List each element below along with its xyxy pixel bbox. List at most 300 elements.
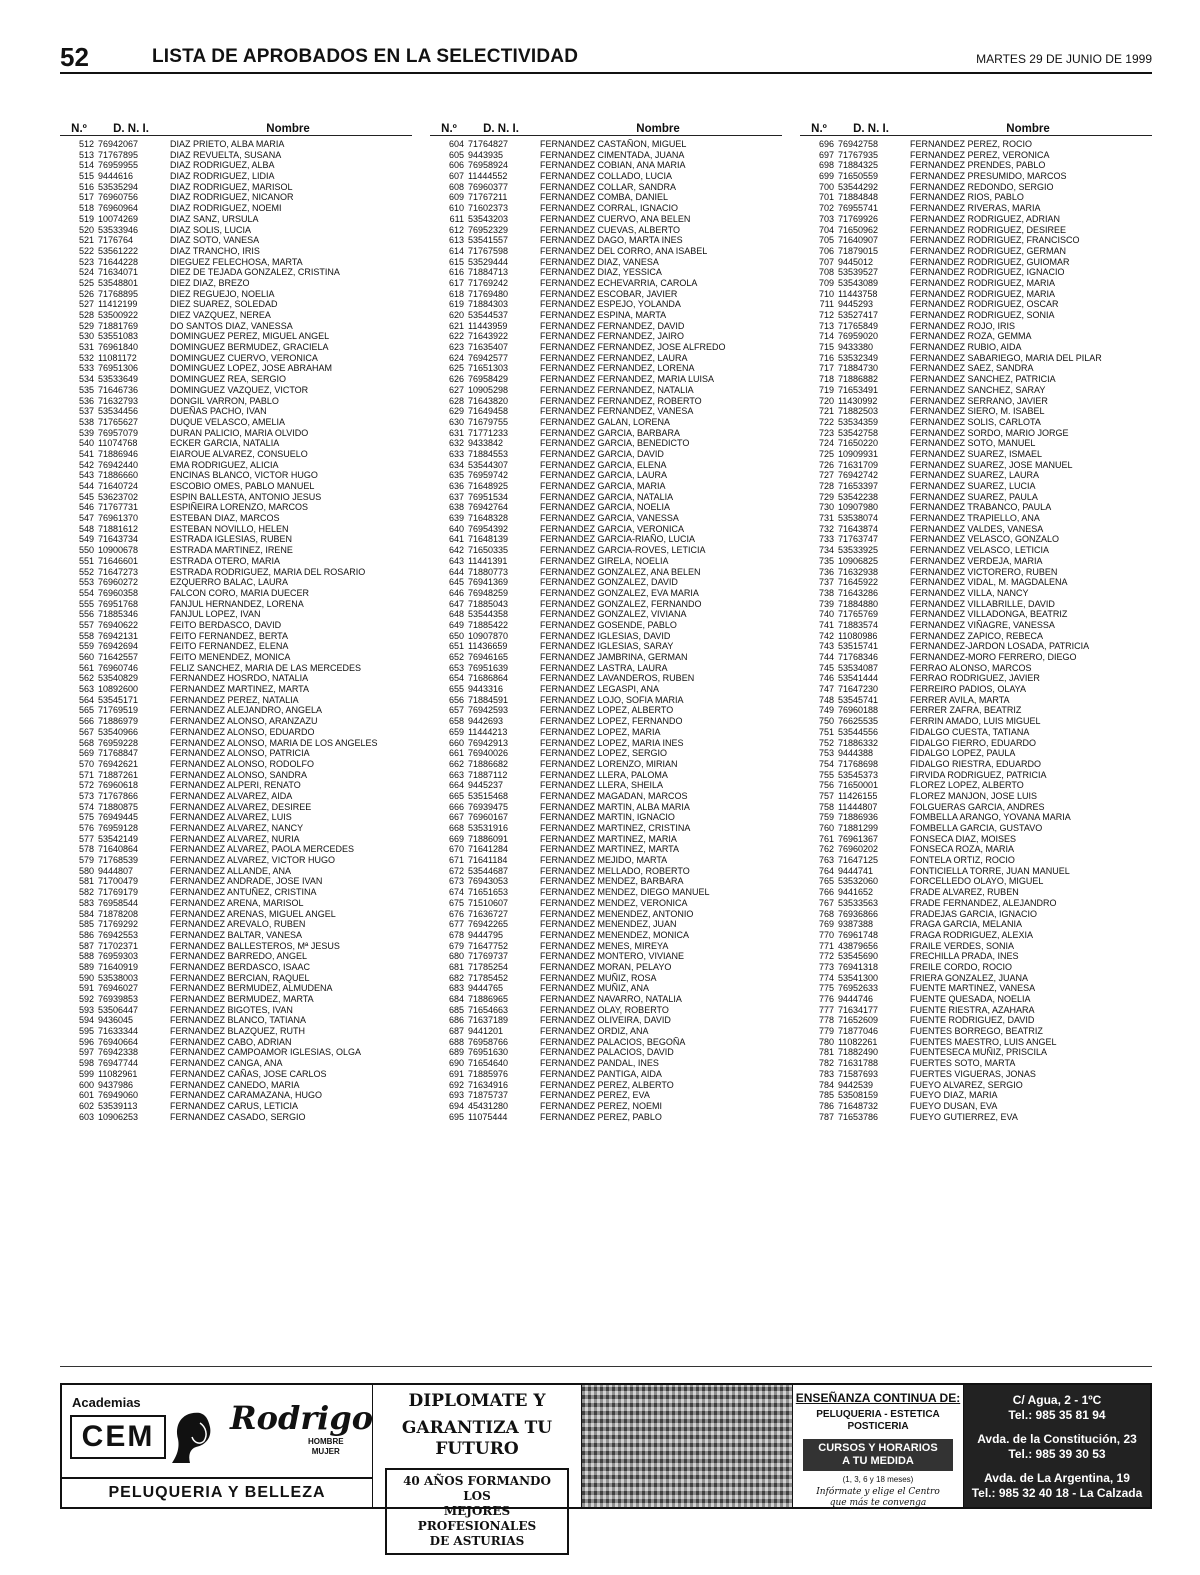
entry-dni: 71765769: [838, 609, 879, 620]
entry-dni: 71686864: [468, 673, 509, 684]
entry-name: FERNANDEZ PEREZ, NOEMI: [540, 1100, 663, 1111]
entry-number: 629: [448, 406, 464, 417]
entry-name: FERNANDEZ MENDEZ, DIEGO MANUEL: [540, 887, 710, 898]
entry-dni: 71767866: [98, 790, 139, 801]
entry-dni: 53561222: [98, 245, 139, 256]
entry-number: 543: [78, 470, 94, 481]
entry-dni: 71768346: [838, 652, 879, 662]
entry-number: 547: [78, 513, 94, 524]
entry-name: FERNANDEZ LOPEZ, MARIA INES: [540, 737, 684, 748]
entry-name: FERNANDEZ SIERO, M. ISABEL: [910, 406, 1045, 417]
entry-number: 566: [78, 716, 94, 727]
entry-dni: 76959303: [98, 951, 139, 962]
entry-dni: 76942265: [468, 919, 509, 930]
entry-name: FONTICIELLA TORRE, JUAN MANUEL: [910, 865, 1070, 876]
entry-number: 752: [818, 737, 834, 748]
entry-name: EZQUERRO BALAC, LAURA: [170, 577, 289, 588]
entry-name: FERNANDEZ GONZALEZ, FERNANDO: [540, 598, 702, 609]
entry-number: 553: [78, 577, 94, 588]
entry-name: ENCINAS BLANCO, VICTOR HUGO: [170, 470, 318, 481]
entry-number: 689: [448, 1047, 464, 1058]
table-row: [800, 951, 1152, 962]
table-row: [800, 214, 1152, 225]
entry-number: 690: [448, 1058, 464, 1069]
table-row: [800, 246, 1152, 257]
entry-number: 539: [78, 427, 94, 438]
entry-number: 641: [448, 534, 464, 545]
entry-name: FERNANDEZ VELASCO, GONZALO: [910, 534, 1060, 545]
entry-name: FERNANDEZ LAVANDEROS, RUBEN: [540, 673, 695, 684]
entry-dni: 71643922: [468, 331, 509, 342]
table-row: [430, 438, 782, 449]
entry-dni: 71634916: [468, 1079, 509, 1090]
entry-number: 717: [818, 363, 834, 374]
entry-number: 562: [78, 673, 94, 684]
entry-dni: 76952633: [838, 983, 879, 994]
header-name: Nombre: [1006, 123, 1050, 135]
entry-name: FEITO FERNANDEZ, ELENA: [170, 641, 289, 652]
entry-dni: 53527417: [838, 310, 879, 320]
entry-dni: 71768895: [98, 288, 139, 299]
entry-name: FERNANDEZ PALACIOS, DAVID: [540, 1047, 674, 1058]
table-row: [60, 812, 412, 823]
entry-number: 786: [818, 1100, 834, 1111]
entry-number: 700: [818, 181, 834, 192]
entry-number: 545: [78, 491, 94, 502]
entry-number: 742: [818, 630, 834, 641]
table-row: [430, 406, 782, 417]
table-row: [430, 983, 782, 994]
entry-dni: 53538003: [98, 972, 139, 983]
entry-name: ESPIÑEIRA LORENZO, MARCOS: [170, 502, 309, 513]
entry-number: 760: [818, 823, 834, 833]
table-row: [60, 738, 412, 749]
entry-dni: 71649458: [468, 406, 509, 417]
entry-number: 572: [78, 780, 94, 791]
entry-name: FERNANDEZ FERNANDEZ, JAIRO: [540, 331, 685, 342]
entry-name: FIDALGO LOPEZ, PAULA: [910, 748, 1016, 759]
table-row: [800, 342, 1152, 353]
entry-number: 638: [448, 502, 464, 513]
table-row: [430, 705, 782, 716]
entry-number: 610: [448, 203, 464, 214]
table-row: [60, 321, 412, 332]
entry-number: 728: [818, 481, 834, 491]
entry-name: DIAZ SOLIS, LUCIA: [170, 224, 252, 235]
entry-number: 592: [78, 994, 94, 1004]
table-row: [800, 192, 1152, 203]
entry-name: FERNANDEZ ZAPICO, REBECA: [910, 630, 1044, 641]
ad-cursos-line2: A TU MEDIDA: [842, 1455, 914, 1467]
entry-dni: 76959228: [98, 737, 139, 748]
entry-dni: 71650335: [468, 545, 509, 556]
entry-name: FERNANDEZ GONZALEZ, DAVID: [540, 577, 678, 588]
entry-dni: 53540829: [98, 673, 139, 684]
entry-number: 704: [818, 224, 834, 235]
entry-number: 615: [448, 256, 464, 267]
entry-dni: 53541444: [838, 673, 879, 684]
table-row: [800, 748, 1152, 759]
entry-name: FERNANDEZ PRENDES, PABLO: [910, 160, 1046, 171]
entry-dni: 71631709: [838, 459, 879, 470]
entry-dni: 76946027: [98, 983, 139, 994]
entry-number: 729: [818, 491, 834, 502]
table-row: [60, 225, 412, 236]
table-row: [800, 919, 1152, 930]
entry-name: FERRAO RODRIGUEZ, JAVIER: [910, 673, 1040, 684]
table-row: [60, 673, 412, 684]
entry-name: FERNANDEZ SABARIEGO, MARIA DEL PILAR: [910, 352, 1102, 363]
entry-number: 721: [818, 406, 834, 417]
entry-number: 596: [78, 1036, 94, 1047]
ad-ensenanza-title: ENSEÑANZA CONTINUA DE:: [795, 1391, 961, 1405]
entry-name: FERNANDEZ LOPEZ, ALBERTO: [540, 705, 674, 716]
entry-number: 751: [818, 726, 834, 737]
entry-name: FANJUL HERNANDEZ, LORENA: [170, 598, 304, 609]
entry-number: 620: [448, 310, 464, 320]
entry-number: 649: [448, 619, 464, 630]
entry-dni: 76942913: [468, 737, 509, 748]
entry-dni: 53544358: [468, 609, 509, 620]
entry-number: 538: [78, 416, 94, 427]
ad-addresses: [964, 1385, 1150, 1507]
entry-dni: 71886979: [98, 716, 139, 727]
entry-dni: 76959020: [838, 331, 879, 342]
entry-dni: 76961840: [98, 342, 139, 353]
entry-name: FERNANDEZ ALEJANDRO, ANGELA: [170, 705, 323, 716]
entry-dni: 53540966: [98, 726, 139, 737]
table-row: [430, 844, 782, 855]
entry-name: FERNANDEZ CANGA, ANA: [170, 1058, 283, 1069]
entry-number: 659: [448, 726, 464, 737]
entry-name: FERNANDEZ GONZALEZ, ANA BELEN: [540, 566, 701, 577]
table-row: [430, 481, 782, 492]
entry-dni: 71875737: [468, 1090, 509, 1101]
entry-dni: 53545373: [838, 769, 879, 780]
entry-number: 695: [448, 1111, 464, 1122]
table-row: [430, 759, 782, 770]
table-row: [430, 1026, 782, 1037]
table-row: [60, 524, 412, 535]
entry-dni: 76951639: [468, 662, 509, 673]
table-row: [430, 363, 782, 374]
entry-number: 733: [818, 534, 834, 545]
entry-dni: 53506447: [98, 1004, 139, 1015]
entry-number: 735: [818, 555, 834, 566]
entry-number: 627: [448, 384, 464, 395]
entry-name: FERNANDEZ ROJO, IRIS: [910, 320, 1016, 331]
table-row: [60, 727, 412, 738]
entry-number: 645: [448, 577, 464, 588]
table-row: [800, 171, 1152, 182]
entry-name: FERNANDEZ SUAREZ, LAURA: [910, 470, 1040, 481]
entry-name: FERNANDEZ VELASCO, LETICIA: [910, 545, 1050, 556]
entry-name: FUERTES VIGUERAS, JONAS: [910, 1068, 1036, 1079]
table-row: [430, 876, 782, 887]
entry-dni: 9445293: [838, 299, 874, 310]
entry-dni: 71886882: [838, 374, 879, 385]
entry-number: 544: [78, 481, 94, 491]
entry-dni: 71650001: [838, 780, 879, 791]
entry-dni: 71885422: [468, 619, 509, 630]
table-row: [430, 898, 782, 909]
list-rows: [60, 139, 412, 1122]
table-row: [800, 267, 1152, 278]
entry-number: 605: [448, 149, 464, 160]
entry-name: FERNANDEZ MENDEZ, VERONICA: [540, 897, 688, 908]
entry-name: FERNANDEZ LOJO, SOFIA MARIA: [540, 694, 684, 705]
entry-name: ESTRADA OTERO, MARIA: [170, 555, 281, 566]
entry-number: 517: [78, 192, 94, 203]
entry-name: FERNANDEZ MUÑIZ, ANA: [540, 983, 650, 994]
table-row: [430, 663, 782, 674]
entry-dni: 71646736: [98, 384, 139, 395]
entry-name: FERNANDEZ COLLADO, LUCIA: [540, 171, 673, 182]
entry-number: 658: [448, 716, 464, 727]
entry-dni: 11444552: [468, 171, 508, 182]
entry-name: FERNANDEZ RODRIGUEZ, DESIREE: [910, 224, 1067, 235]
entry-name: FERNANDEZ PANTIGA, AIDA: [540, 1068, 662, 1079]
entry-dni: 76959128: [98, 823, 139, 833]
table-row: [430, 342, 782, 353]
entry-dni: 71767935: [838, 149, 879, 160]
entry-number: 548: [78, 523, 94, 534]
entry-dni: 71884303: [468, 299, 509, 310]
entry-dni: 9445012: [838, 256, 874, 267]
entry-name: FONSECA ROZA, MARIA: [910, 844, 1015, 855]
entry-name: FERNANDEZ BERCIAN, RAQUEL: [170, 972, 310, 983]
entry-dni: 53544307: [468, 459, 509, 470]
entry-dni: 53529444: [468, 256, 509, 267]
table-row: [430, 534, 782, 545]
entry-name: FERNANDEZ RUBIO, AIDA: [910, 342, 1022, 353]
entry-name: FERNANDEZ VICTORERO, RUBEN: [910, 566, 1058, 577]
entry-number: 612: [448, 224, 464, 235]
table-row: [60, 246, 412, 257]
entry-name: FERNANDEZ BALLESTEROS, Mª JESUS: [170, 940, 340, 951]
entry-name: FERNANDEZ BERMUDEZ, MARTA: [170, 994, 314, 1004]
entry-name: ESTRADA IGLESIAS, RUBEN: [170, 534, 293, 545]
phone-line: Tel.: 985 35 81 94: [1008, 1408, 1106, 1422]
entry-number: 631: [448, 427, 464, 438]
entry-dni: 53543089: [838, 277, 879, 288]
entry-number: 664: [448, 780, 464, 791]
entry-number: 765: [818, 876, 834, 887]
entry-number: 682: [448, 972, 464, 983]
table-row: [60, 802, 412, 813]
table-row: [60, 203, 412, 214]
table-row: [800, 876, 1152, 887]
entry-number: 782: [818, 1058, 834, 1069]
entry-name: FERNANDEZ SOLIS, CARLOTA: [910, 416, 1041, 427]
entry-number: 618: [448, 288, 464, 299]
table-row: [430, 331, 782, 342]
ad-diplomate-line1: DIPLOMATE Y: [408, 1391, 546, 1411]
entry-dni: 71881612: [98, 523, 139, 534]
entry-number: 532: [78, 352, 94, 363]
entry-number: 748: [818, 694, 834, 705]
table-row: [800, 855, 1152, 866]
entry-name: FERNANDEZ DIAZ, VANESA: [540, 256, 659, 267]
entry-dni: 76946165: [468, 652, 509, 662]
entry-name: FERNANDEZ GARCIA, DAVID: [540, 448, 664, 459]
table-row: [430, 588, 782, 599]
entry-dni: 71768698: [838, 758, 879, 769]
entry-number: 580: [78, 865, 94, 876]
table-row: [430, 770, 782, 781]
entry-name: DURAN PALICIO, MARIA OLVIDO: [170, 427, 309, 438]
table-row: [60, 588, 412, 599]
entry-dni: 71763747: [838, 534, 879, 545]
entry-dni: 71631788: [838, 1058, 879, 1069]
list-rows: [430, 139, 782, 1122]
entry-name: FEITO MENENDEZ, MONICA: [170, 652, 291, 662]
table-row: [430, 513, 782, 524]
entry-dni: 76940026: [468, 748, 509, 759]
entry-number: 633: [448, 448, 464, 459]
entry-name: FERNANDEZ JAMBRINA, GERMAN: [540, 652, 688, 662]
ad-ensenanza-sub2: POSTICERIA: [847, 1421, 909, 1432]
entry-number: 776: [818, 994, 834, 1004]
entry-dni: 76941369: [468, 577, 509, 588]
entry-number: 713: [818, 320, 834, 331]
entry-number: 673: [448, 876, 464, 887]
entry-name: FERNANDEZ MENENDEZ, JUAN: [540, 919, 677, 930]
entry-number: 537: [78, 406, 94, 417]
table-row: [430, 460, 782, 471]
entry-dni: 71768847: [98, 748, 139, 759]
table-row: [800, 534, 1152, 545]
table-row: [60, 631, 412, 642]
table-row: [800, 396, 1152, 407]
entry-name: FUEYO GUTIERREZ, EVA: [910, 1111, 1018, 1122]
entry-dni: 10906253: [98, 1111, 139, 1122]
entry-number: 640: [448, 523, 464, 534]
entry-number: 699: [818, 171, 834, 182]
entry-name: FERNANDEZ ALVAREZ, VICTOR HUGO: [170, 855, 336, 866]
entry-name: FERNANDEZ ROZA, GEMMA: [910, 331, 1032, 342]
table-row: [800, 663, 1152, 674]
column-header: [60, 113, 412, 136]
entry-dni: 71640919: [98, 961, 139, 972]
entry-number: 766: [818, 887, 834, 898]
entry-name: FERNANDEZ FERNANDEZ, LAURA: [540, 352, 688, 363]
entry-number: 525: [78, 277, 94, 288]
entry-dni: 71640864: [98, 844, 139, 855]
entry-name: FERNANDEZ ESPINA, MARTA: [540, 310, 667, 320]
entry-dni: 9444807: [98, 865, 134, 876]
entry-number: 521: [78, 235, 94, 246]
table-row: [800, 962, 1152, 973]
entry-dni: 9436045: [98, 1015, 134, 1026]
table-row: [60, 396, 412, 407]
entry-number: 527: [78, 299, 94, 310]
entry-number: 705: [818, 235, 834, 246]
entry-dni: 53500922: [98, 310, 139, 320]
table-row: [800, 545, 1152, 556]
table-row: [800, 1090, 1152, 1101]
entry-number: 630: [448, 416, 464, 427]
ad-cursos-box: [803, 1439, 953, 1471]
table-row: [60, 567, 412, 578]
entry-number: 632: [448, 438, 464, 449]
table-row: [60, 502, 412, 513]
entry-name: FERNANDEZ MORAN, PELAYO: [540, 961, 672, 972]
entry-number: 591: [78, 983, 94, 994]
entry-dni: 71769242: [468, 277, 509, 288]
entry-name: FERNANDEZ ANDRADE, JOSE IVAN: [170, 876, 323, 887]
entry-number: 624: [448, 352, 464, 363]
entry-number: 747: [818, 684, 834, 695]
entry-dni: 71634177: [838, 1004, 879, 1015]
entry-number: 647: [448, 598, 464, 609]
entry-number: 581: [78, 876, 94, 887]
entry-number: 698: [818, 160, 834, 171]
entry-number: 772: [818, 951, 834, 962]
entry-dni: 71884848: [838, 192, 879, 203]
table-row: [800, 289, 1152, 300]
entry-dni: 71650220: [838, 438, 879, 449]
table-row: [800, 866, 1152, 877]
table-row: [60, 652, 412, 663]
entry-dni: 71653397: [838, 481, 879, 491]
entry-name: FALCON CORO, MARIA DUECER: [170, 587, 310, 598]
entry-dni: 71769737: [468, 951, 509, 962]
table-row: [800, 834, 1152, 845]
entry-number: 738: [818, 587, 834, 598]
entry-name: FERNANDEZ LORENZO, MIRIAN: [540, 758, 678, 769]
entry-number: 524: [78, 267, 94, 278]
entry-number: 672: [448, 865, 464, 876]
table-row: [430, 1112, 782, 1123]
table-row: [430, 609, 782, 620]
table-row: [430, 556, 782, 567]
entry-dni: 76942742: [838, 470, 879, 481]
entry-name: FERNANDEZ SORDO, MARIO JORGE: [910, 427, 1069, 438]
entry-name: FERNANDEZ ALVAREZ, NANCY: [170, 823, 304, 833]
entry-number: 768: [818, 908, 834, 919]
table-row: [60, 620, 412, 631]
entry-number: 787: [818, 1111, 834, 1122]
entry-name: FIDALGO FIERRO, EDUARDO: [910, 737, 1037, 748]
entry-number: 718: [818, 374, 834, 385]
entry-name: FERNANDEZ BALTAR, VANESA: [170, 929, 303, 940]
entry-name: FERNANDEZ GARCIA, VERONICA: [540, 523, 685, 534]
entry-dni: 71769519: [98, 705, 139, 716]
table-row: [800, 983, 1152, 994]
entry-dni: 71769926: [838, 213, 879, 224]
table-row: [800, 353, 1152, 364]
entry-number: 706: [818, 245, 834, 256]
entry-dni: 76940664: [98, 1036, 139, 1047]
entry-name: FORCELLEDO OLAYO, MIGUEL: [910, 876, 1044, 887]
entry-number: 561: [78, 662, 94, 673]
entry-dni: 71648732: [838, 1100, 879, 1111]
table-row: [430, 139, 782, 150]
entry-number: 726: [818, 459, 834, 470]
entry-number: 520: [78, 224, 94, 235]
table-row: [430, 214, 782, 225]
table-row: [60, 1069, 412, 1080]
entry-dni: 76958766: [468, 1036, 509, 1047]
entry-dni: 76960746: [98, 662, 139, 673]
entry-name: FLOREZ MANJON, JOSE LUIS: [910, 790, 1038, 801]
table-row: [800, 609, 1152, 620]
entry-name: FERNANDEZ GARCIA, VANESSA: [540, 513, 679, 524]
table-row: [800, 759, 1152, 770]
table-row: [800, 235, 1152, 246]
table-row: [60, 534, 412, 545]
